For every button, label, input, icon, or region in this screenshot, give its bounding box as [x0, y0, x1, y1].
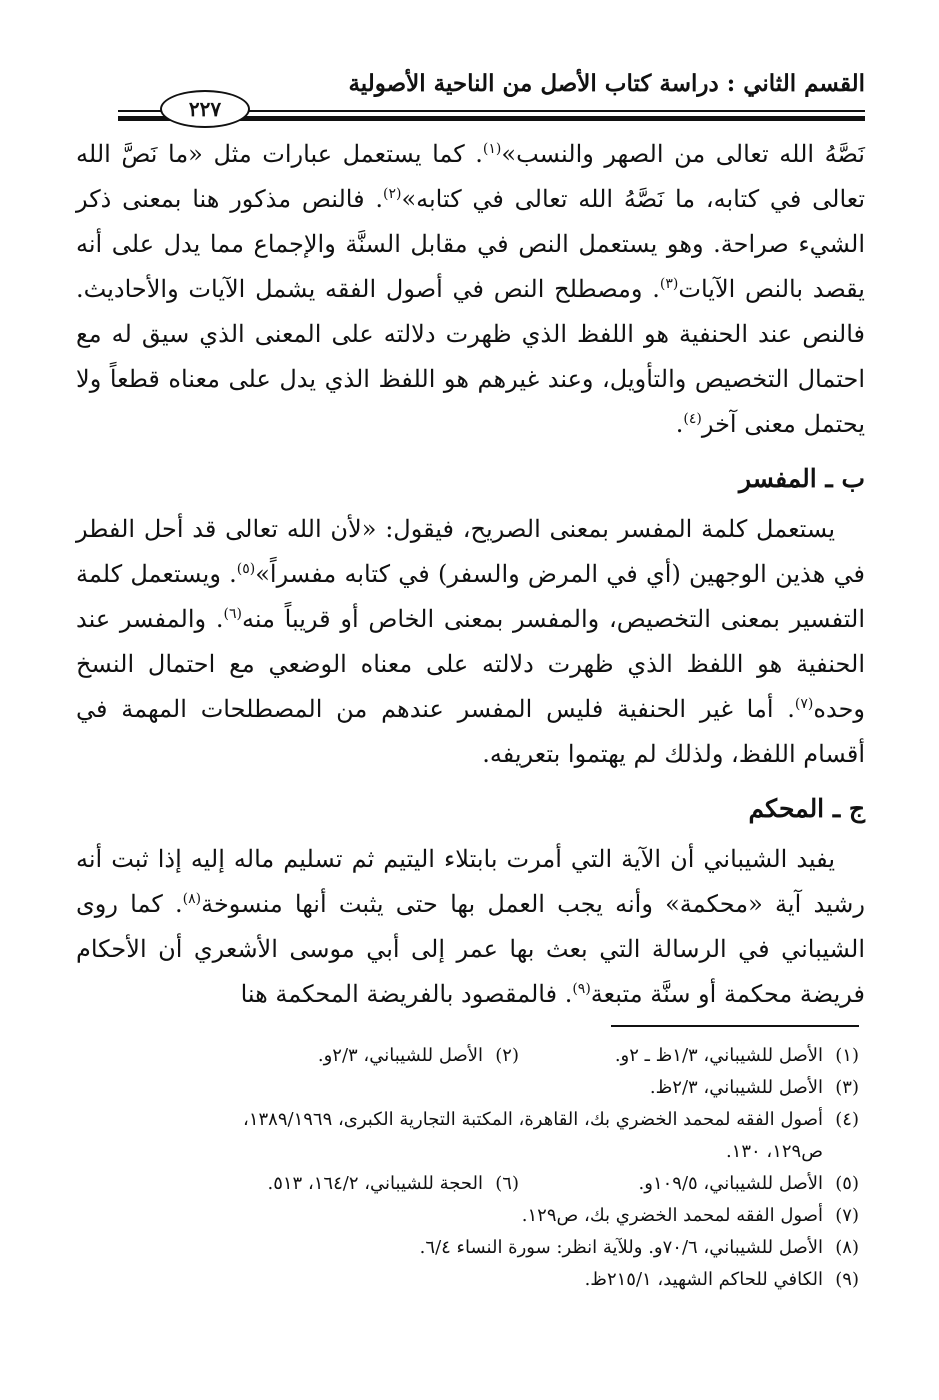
footnote-text: الكافي للحاكم الشهيد، ٢١٥/١ظ.	[584, 1269, 823, 1290]
footnote-ref-4[interactable]: (٤)	[683, 411, 702, 427]
footnote-ref-3[interactable]: (٣)	[659, 276, 679, 292]
paragraph-text: يفيد الشيباني أن الآية التي أمرت بابتلاء اليتيم ثم تسليم ماله إليه إذا ثبت أنه رشيد آية «محكمة» وأنه يجب العمل بها حتى يثبت أنها منسوخة	[76, 845, 865, 918]
footnote-number: (٨)	[835, 1237, 859, 1258]
footnote-ref-9[interactable]: (٩)	[572, 981, 591, 997]
paragraph-text: .	[675, 410, 684, 438]
footnote-8	[76, 1232, 859, 1264]
paragraph-text: . والمفسر عند الحنفية هو اللفظ الذي ظهرت دلالته على معناه الوضعي مع احتمال النسخ وحده	[76, 605, 865, 723]
page-number-badge: ٢٢٧	[160, 90, 250, 128]
footnote-number: (٧)	[835, 1205, 859, 1226]
footnote-ref-2[interactable]: (٢)	[382, 186, 402, 202]
footnote-2	[179, 1040, 519, 1072]
footnote-text: الأصل للشيباني، ٢/٣ظ.	[649, 1077, 823, 1098]
footnote-4-continuation	[76, 1136, 859, 1168]
footnote-number: (٢)	[495, 1045, 519, 1066]
footnote-ref-8[interactable]: (٨)	[182, 891, 202, 907]
paragraph-text: . ومصطلح النص في أصول الفقه يشمل الآيات والأحاديث. فالنص عند الحنفية هو اللفظ الذي ظهرت دلالته على المعنى الذي سيق له مع احتمال التخصيص والتأويل، وعند غيرهم هو اللفظ الذي يدل على معناه قطعاً ولا يحتمل معنى آخر	[76, 275, 866, 438]
footnotes	[76, 1040, 859, 1296]
footnote-ref-7[interactable]: (٧)	[794, 696, 814, 712]
footnote-5	[519, 1168, 859, 1200]
section-heading-muhkam: ج ـ المحكم	[748, 794, 865, 823]
paragraph-text: نَصَّهُ الله تعالى من الصهر والنسب»	[501, 140, 865, 168]
footnote-3	[76, 1072, 859, 1104]
footnote-4	[76, 1104, 859, 1136]
footnote-text: الأصل للشيباني، ٢/٣و.	[317, 1045, 483, 1066]
paragraph-text: . كما يستعمل عبارات مثل «ما نَصَّ الله تعالى في كتابه، ما نَصَّهُ الله تعالى في كتابه»	[76, 140, 866, 213]
running-header: القسم الثاني : دراسة كتاب الأصل من الناحية الأصولية	[348, 70, 865, 97]
footnote-number: (٣)	[835, 1077, 859, 1098]
paragraph-muhkam	[76, 837, 865, 1017]
footnote-number: (٤)	[835, 1109, 859, 1130]
footnote-ref-5[interactable]: (٥)	[236, 561, 256, 577]
footnote-text: الأصل للشيباني، ١/٣ظ ـ ٢و.	[614, 1045, 823, 1066]
footnote-9	[76, 1264, 859, 1296]
paragraph-text: . أما غير الحنفية فليس المفسر عندهم من المصطلحات المهمة في أقسام اللفظ، ولذلك لم يهتموا بتعريفه.	[76, 695, 865, 768]
footnote-row	[76, 1040, 859, 1072]
footnote-number: (١)	[835, 1045, 859, 1066]
footnote-number: (٩)	[835, 1269, 859, 1290]
footnote-ref-6[interactable]: (٦)	[223, 606, 242, 622]
footnote-6	[179, 1168, 519, 1200]
footnote-text: أصول الفقه لمحمد الخضري بك، القاهرة، المكتبة التجارية الكبرى، ١٣٨٩/١٩٦٩،	[243, 1109, 823, 1130]
paragraph-text: . ويستعمل كلمة التفسير بمعنى التخصيص، والمفسر بمعنى الخاص أو قريباً منه	[76, 560, 865, 633]
footnote-row	[76, 1168, 859, 1200]
footnote-text: ص١٢٩، ١٣٠.	[725, 1141, 823, 1162]
paragraph-nass	[76, 132, 865, 447]
footnote-1	[519, 1040, 859, 1072]
paragraph-text: . فالنص مذكور هنا بمعنى ذكر الشيء صراحة. وهو يستعمل النص في مقابل السنَّة والإجماع مما يدل على أنه يقصد بالنص الآيات	[76, 185, 865, 303]
paragraph-text: . فالمقصود بالفريضة المحكمة هنا	[240, 980, 573, 1008]
body-text	[76, 132, 865, 1017]
paragraph-text: يستعمل كلمة المفسر بمعنى الصريح، فيقول: «لأن الله تعالى قد أحل الفطر في هذين الوجهين (أي في المرض والسفر) في كتابه مفسراً»	[76, 515, 865, 588]
paragraph-mufassar	[76, 507, 865, 777]
footnote-number: (٥)	[835, 1173, 859, 1194]
footnote-text: الأصل للشيباني، ١٠٩/٥و.	[638, 1173, 823, 1194]
footnote-text: الحجة للشيباني، ١٦٤/٢، ٥١٣.	[267, 1173, 483, 1194]
section-heading-mufassar: ب ـ المفسر	[738, 464, 865, 493]
footnote-text: أصول الفقه لمحمد الخضري بك، ص١٢٩.	[521, 1205, 823, 1226]
footnote-separator	[611, 1025, 859, 1027]
footnote-ref-1[interactable]: (١)	[482, 141, 502, 157]
footnote-number: (٦)	[495, 1173, 519, 1194]
paragraph-text: . كما روى الشيباني في الرسالة التي بعث بها عمر إلى أبي موسى الأشعري أن الأحكام فريضة محكمة أو سنَّة متبعة	[76, 890, 865, 1008]
footnote-text: الأصل للشيباني، ٧٠/٦و. وللآية انظر: سورة النساء ٦/٤.	[419, 1237, 823, 1258]
footnote-7	[76, 1200, 859, 1232]
